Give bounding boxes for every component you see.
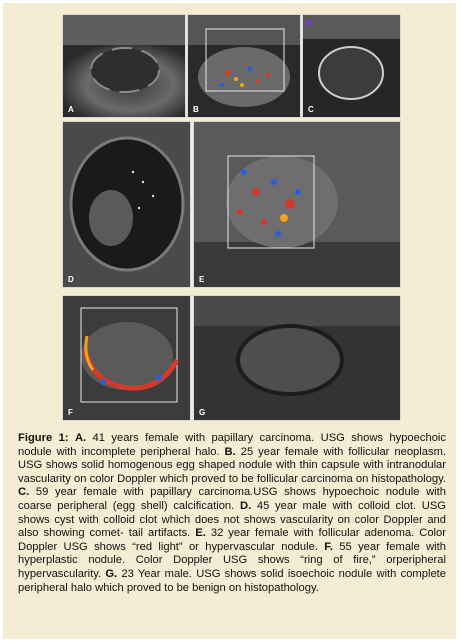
ultrasound-image-e [194,122,400,287]
panel-label-d: D [68,275,74,284]
ultrasound-panel-b [187,14,301,118]
caption-d-text: 45 year male with colloid clot. USG shows cyst with colloid clot which does not shows vascularity on color Doppler and also showing comet- tail artifacts. [18,499,447,540]
figure-label: Figure 1: [18,432,69,444]
ultrasound-image-b [188,15,300,117]
ultrasound-panel-d [62,121,191,288]
caption-e-text: 32 year female with follicular adenoma. Color Doppler USG shows “red light” or hypervascular nodule. [18,527,446,553]
caption-f-label: F. [324,540,333,553]
ultrasound-image-f [63,296,190,420]
caption-f-text: 55 year female with hyperplastic nodule. Color Doppler USG shows “ring of fire,” orperipheral hypervascularity. [18,540,446,580]
caption-a-label: A. [74,432,87,444]
panel-label-b: B [193,105,199,114]
ultrasound-image-d [63,122,190,287]
caption-e-label: E. [195,527,206,540]
panel-label-c: C [308,105,314,114]
ultrasound-image-c [303,15,400,117]
caption-b-label: B. [224,445,236,458]
ultrasound-panel-c [302,14,401,118]
caption-d-label: D. [239,499,252,512]
caption-g-label: G. [105,567,118,580]
ultrasound-panel-a [62,14,186,118]
ultrasound-image-a [63,15,185,117]
caption-a-text: 41 years female with papillary carcinoma. USG shows hypoechoic nodule with incomplete peripheral halo. [18,432,446,458]
ultrasound-panel-f [62,295,191,421]
ultrasound-panel-g [193,295,401,421]
ultrasound-image-g [194,296,400,420]
panel-label-e: E [199,275,205,284]
ultrasound-panel-e [193,121,401,288]
caption-g-text: 23 Year male. USG shows solid isoechoic nodule with complete peripheral halo which proved to be benign on histopathology. [18,567,446,594]
caption-c-text: 59 year female with papillary carcinoma.USG shows hypoechoic nodule with coarse peripheral (egg shell) calcification. [18,486,446,512]
panel-label-f: F [68,408,73,417]
caption-c-label: C. [18,486,30,499]
panel-label-a: A [68,105,74,114]
figure-caption [18,432,446,595]
panel-label-g: G [199,408,206,417]
caption-b-text: 25 year female with follicular neoplasm. USG shows solid homogenous egg shaped nodule with thin capsule with intranodular vascularity on color Doppler which proved to be follicular carcinoma on histopathology. [18,445,446,485]
